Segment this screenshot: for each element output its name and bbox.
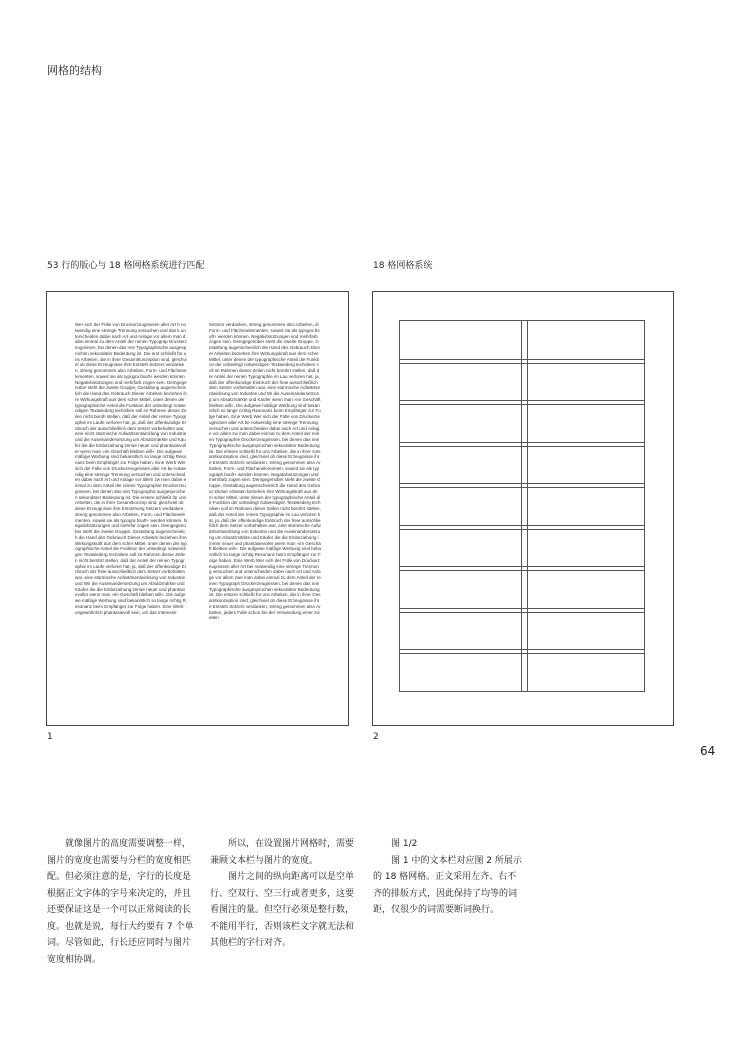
- figure-1-text-column-right: Setzers verdanken, streng genommen also Arbeiten, di Form- und Flächenelementen, soweit sie als typogra bsuft+ werden können. Negativbsützungen und mehrfarb zogen sein. Demgegenüber steht die zweite Gruppe, Gestaltung augenscheinlich die Hand des Gebrauch Dieser Arbeiten beziehen ihre Wirkungskraft aus dem scher Mittel, unter denen der typographische Anteil die Funktion der unbedingt notwendigen Textwiederg techniken soll im Rahmen dieser Zeilen nicht berührt stellen, daß der Anteil der reinen Typographie im Lau verloren hat, ja, daß der offenkundige Einbruch der freie ausschließlich dem Setzer vorbehalten war, eine stürmische Aufwärtsentwicklung von Industrie und Wi die Auseinandersetzung um Absatzmärkte und Käufer wenn man »im Geschäft bleiben will«. Die aufgewe mäßige Werbung sind bekanntlich so lange richtig Resonanz beim Empfänger zur Folge haben. Eine Werb Wer sich der Fülle von Druckerzeugnissen aller Art be notwendig eine strenge Trennung versuchen und unterscheiden dabei nach Art und Anlage vor allem zw men dabei einmal zu dem Anteil der reinen Typographie Druckerzeugnissen, bei denen das rein Typographische ausgesprochen sekundärer Bedeutung ist. Die erstere schließt für uns Arbeiten, die in ihrer Gesamtkonzeption sind, gleichviel ob diese Erzeugnisse ihre Entsteh Setzers verdanken, streng genommen also Arbeiten, Form- und Flächenelementen, soweit sie als typograph bsuft+ werden können. Negativbsützungen und mehrfarb zogen sein. Demgegenüber steht die zweite Gruppe, Gestaltung augenscheinlich die Hand des Gebrauc Dieser Arbeiten beziehen ihre Wirkungskraft aus dem scher Mittel, unter denen der typographische Anteil die Funktion der unbedingt notwendigen Textwiederg techniken soll im Rahmen dieser Zeilen nicht berührt stellen, daß der Anteil der reinen Typographie im Lau verloren hat, ja, daß der offenkundige Einbruch der freie ausschließlich dem Setzer vorbehalten war, eine stürmische Aufwärtsentwicklung von Industrie und die Auseinandersetzung um Absatzmärkte und Käufer die die Einbeziehung immer neuer und phantasievoller wenn man »im Geschäft bleiben will«. Die aufgewe mäßige Werbung sind bekanntlich so lange richtig Resonanz beim Empfänger zur Folge haben. Eine Werb Wer sich der Fülle von Druckerzeugnissen aller Art bei notwendig eine strenge Trennung versuchen und unterscheiden dabei nach Art und Anlage vor allem zwe man dabei einmal zu dem Anteil der reinen Typograph Druckerzeugnissen, bei denen das rein Typographische ausgesprochen sekundärer Bedeutung ist. Die erstere schließt für uns Arbeiten, die in ihrer Gesamtkonzeption sind, gleichviel ob diese Erzeugnisse ihre Entsteh Setzers verdanken, streng genommen also Arbeiten, jedem Falle schon bei der Verwendung einer zweiten: [209, 322, 321, 621]
- grid-row-divider: [400, 359, 644, 360]
- body-column-3: [373, 836, 523, 919]
- body-paragraph: 图片之间的纵向距离可以是空单行、空双行、空三行或者更多，这要看图注的量。但空行必须是整行数，不能用半行，否则该栏文字就无法和其他栏的字行对齐。: [210, 872, 355, 948]
- grid-row-divider: [400, 446, 644, 447]
- grid-row-divider: [400, 570, 644, 571]
- grid-row-divider: [400, 363, 644, 364]
- figure-2-number: 2: [373, 732, 379, 742]
- grid-row-divider: [400, 525, 644, 526]
- body-paragraph: 就像图片的高度需要调整一样，图片的宽度也需要与分栏的宽度相匹配。但必须注意的是，字行的长度是根据正文字体的字号来决定的，并且还要保证这是一个可以正常阅读的长度。也就是说，每行大约要有 7 个单词。尽管如此，行长还应同时与图片宽度相协调。: [47, 839, 194, 965]
- grid-row-divider: [400, 483, 644, 484]
- body-paragraph: 图 1 中的文本栏对应图 2 所展示的 18 格网格。正文采用左齐、右不齐的排版方式，因此保持了均等的词距，仅很少的词需要断词换行。: [373, 855, 522, 915]
- figure-1-caption: 53 行的版心与 18 格网格系统进行匹配: [47, 261, 205, 271]
- grid-row-divider: [400, 608, 644, 609]
- grid-row-divider: [400, 400, 644, 401]
- grid-row-divider: [400, 612, 644, 613]
- grid-row-divider: [400, 442, 644, 443]
- grid-row-divider: [400, 566, 644, 567]
- grid-system-18-fields: [399, 320, 645, 692]
- grid-column-divider: [527, 321, 528, 691]
- grid-row-divider: [400, 529, 644, 530]
- grid-row-divider: [400, 404, 644, 405]
- figure-1-number: 1: [47, 732, 53, 742]
- body-column-1: [47, 836, 197, 968]
- page-number: 64: [700, 744, 716, 758]
- grid-column-divider: [521, 321, 522, 691]
- section-title: 网格的结构: [47, 64, 102, 77]
- body-paragraph: 所以，在设置图片网格时，需要兼顾文本栏与图片的宽度。: [210, 839, 355, 866]
- body-column-2: [210, 836, 360, 952]
- grid-row-divider: [400, 487, 644, 488]
- figure-2-caption: 18 格网格系统: [373, 261, 433, 271]
- grid-row-divider: [400, 653, 644, 654]
- figure-caption-label: 图 1/2: [391, 839, 418, 849]
- grid-row-divider: [400, 649, 644, 650]
- figure-1-text-column-left: Wer sich der Fülle von Druckerzeugnissen aller Art b notwendig eine strenge Trennung versuchen und das k unterscheiden dabei nach Art und Anlage vor allem man dabei einmal zu dem Anteil der reinen Typograp Druckerzeugnissen, bei denen das rein Typographische ausgesprochen sekundärer Bedeutung ist. Die erst schließt für uns Arbeiten, die in ihrer Gesamtkonzeption sind, gleichviel ob diese Erzeugnisse ihre Entsteh Setzers verdanken, streng genommen also Arbeiten, Form- und Flächenelementen, soweit sie als typogra bsuft+ werden können. Negativbsützungen und mehrfarb zogen sein. Demgegenüber steht die zweite Gruppe, Gestaltung augenscheinlich die Hand des Gebrauch Dieser Arbeiten beziehen ihre Wirkungskraft aus dem scher Mittel, unter denen der typographische Anteil die Funktion der unbedingt notwendigen Textwiederg techniken soll im Rahmen dieser Zeilen nicht berüh stellen, daß der Anteil der reinen Typographie im Laufe verloren hat, ja, daß der offenkundige Einbruch der ausschließlich dem Setzer vorbehalten war, eine nicht stürmische Aufwärtsentwicklung von Industrie und die Auseinandersetzung um Absatzmärkte und Käufer die die Einbeziehung immer neuer und phantasievoller wenn man »im Geschäft bleiben will«. Die aufgewe mäßige Werbung sind bekanntlich so lange richtig Resonanz beim Empfänger zur Folge haben. Eine Werb Wer sich der Fülle von Druckerzeugnissen aller Art be notwendig eine strenge Trennung versuchen und unterscheiden dabei nach Art und Anlage vor allem zw men dabei einmal zu dem Anteil der reinen Typographie Druckerzeugnissen, bei denen das rein Typographis ausgesprochen sekundärer Bedeutung ist. Die erstere schließt für uns Arbeiten, die in ihrer Gesamtkonzep sind, gleichviel ob diese Erzeugnisse ihre Entstehung Setzers verdanken, streng genommen also Arbeiten, Form- und Flächenelementen, soweit sie als typogra bsuft+ werden können. Negativbsützungen und mehrfar zogen sein. Demgegenüber steht die zweite Gruppe, Gestaltung augenscheinlich die Hand des Gebrauch Dieser Arbeiten beziehen ihre Wirkungskraft aus dem scher Mittel, unter denen der typographische Anteil die Funktion der unbedingt notwendigen Textwiederg techniken soll im Rahmen dieser Zeilen nicht berührt stellen, daß der Anteil der reinen Typographie im Laufe verloren hat, ja, daß der offenkundige Einbruch der freie ausschließlich dem Setzer vorbehalten war, eine stürmische Aufwärtsentwicklung von Industrie und Wir die Auseinandersetzung um Absatzmärkte und Käufer die die Einbeziehung immer neuer und phantasievoller wenn man »im Geschäft bleiben will«. Die aufgewe mäßige Werbung sind bekanntlich so lange richtig Resonanz beim Empfänger zur Folge haben. Eine Werb ungewöhnlich phantasievoll sein, um das Interesse: [75, 322, 187, 615]
